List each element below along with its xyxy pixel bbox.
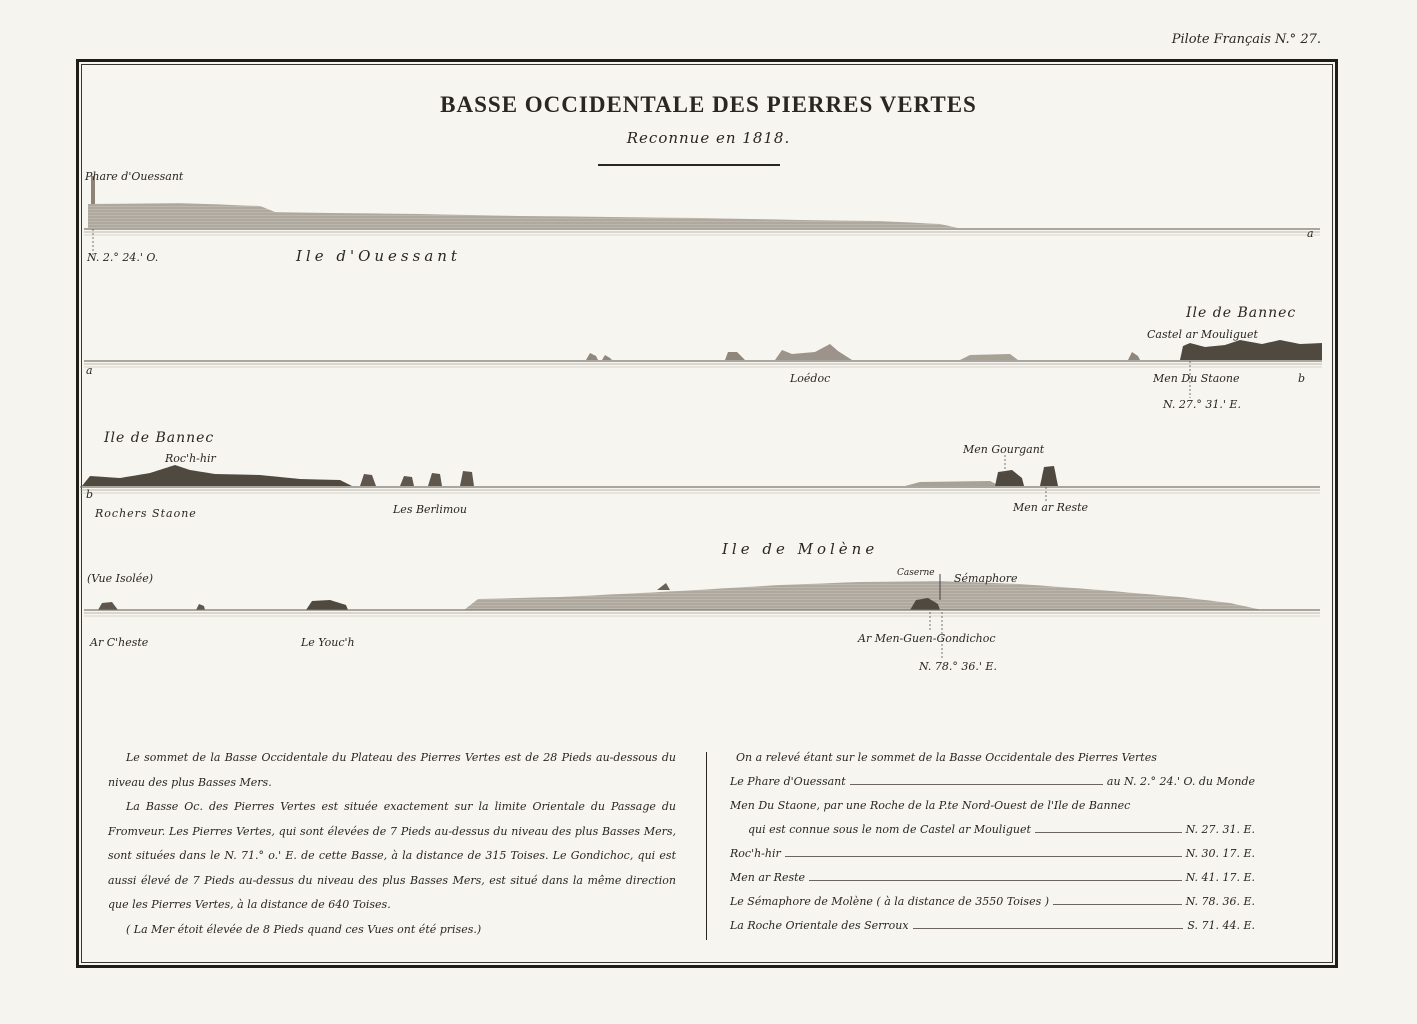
bearing-value: N. 30. 17. E.	[1185, 847, 1255, 860]
label-phare-ouessant: Phare d'Ouessant	[85, 170, 184, 183]
bearing-value: S. 71. 44. E.	[1187, 919, 1255, 932]
note-depth: Le sommet de la Basse Occidentale du Plateau des Pierres Vertes est de 28 Pieds au-dessous du niveau des plus Basses Mers.	[108, 751, 676, 789]
bearing-row	[730, 818, 1255, 842]
label-bearing-men-du-staone: N. 27.° 31.' E.	[1163, 398, 1241, 411]
bearing-label: qui est connue sous le nom de Castel ar Mouliguet	[748, 823, 1031, 836]
label-letter-a-start: a	[86, 364, 93, 377]
bearing-label: Le Sémaphore de Molène ( à la distance de 3550 Toises )	[730, 895, 1050, 908]
label-semaphore: Sémaphore	[954, 572, 1018, 585]
leader-line	[785, 856, 1182, 857]
bearing-label: La Roche Orientale des Serroux	[730, 919, 909, 932]
label-rochers-staone: Rochers Staone	[95, 507, 197, 520]
label-bearing-ouessant: N. 2.° 24.' O.	[87, 251, 159, 264]
bearings-heading: On a relevé étant sur le sommet de la Basse Occidentale des Pierres Vertes	[736, 751, 1157, 764]
label-roch-hir: Roc'h-hir	[165, 452, 216, 465]
notes-left	[108, 746, 676, 942]
corner-label: Pilote Français N.° 27.	[1171, 32, 1321, 47]
bearing-label: Roc'h-hir	[730, 847, 781, 860]
leader-line	[913, 928, 1184, 929]
label-vue-isolee: (Vue Isolée)	[87, 572, 154, 585]
profile-ouessant	[84, 176, 1320, 256]
label-men-gourgant: Men Gourgant	[963, 443, 1045, 456]
label-le-youch: Le Youc'h	[301, 636, 355, 649]
plate-subtitle: Reconnue en 1818.	[626, 129, 791, 147]
bearing-value: N. 41. 17. E.	[1185, 871, 1255, 884]
label-ile-ouessant: Ile d'Ouessant	[296, 247, 461, 265]
bearing-row	[730, 866, 1255, 890]
bearing-row	[730, 842, 1255, 866]
leader-line	[850, 784, 1103, 785]
label-ile-bannec-west: Ile de Bannec	[104, 430, 215, 446]
leader-line	[1053, 904, 1182, 905]
notes-divider	[706, 752, 707, 940]
note-tide: ( La Mer étoit élevée de 8 Pieds quand ces Vues ont été prises.)	[126, 922, 482, 936]
profile-bannec-west	[80, 455, 1320, 502]
label-castel-ar-mouliguet: Castel ar Mouliguet	[1147, 328, 1258, 341]
label-loedoc: Loédoc	[790, 372, 831, 385]
bearing-label: Le Phare d'Ouessant	[730, 775, 846, 788]
bearing-label: Men ar Reste	[730, 871, 806, 884]
label-bearing-semaphore: N. 78.° 36.' E.	[919, 660, 997, 673]
label-les-berlimou: Les Berlimou	[393, 503, 467, 516]
profile-bannec-east	[84, 340, 1322, 398]
bearing-value: N. 27. 31. E.	[1185, 823, 1255, 836]
bearing-row	[730, 794, 1255, 818]
label-letter-b-start: b	[86, 488, 94, 501]
label-ile-molene: Ile de Molène	[722, 540, 879, 558]
bearing-label: Men Du Staone, par une Roche de la P.te Nord-Ouest de l'Ile de Bannec	[730, 799, 1131, 812]
leader-line	[1035, 832, 1182, 833]
bearing-row	[730, 770, 1255, 794]
label-men-du-staone: Men Du Staone	[1153, 372, 1240, 385]
note-position: La Basse Oc. des Pierres Vertes est située exactement sur la limite Orientale du Passage du Fromveur. Les Pierres Vertes, qui sont élevées de 7 Pieds au-dessus du niveau des plus Basses Mers, sont situées dans le N. 71.° o.' E. de cette Basse, à la distance de 315 Toises. Le Gondichoc, qui est aussi élevé de 7 Pieds au-dessus du niveau des plus Basses Mers, est situé dans la même direction que les Pierres Vertes, à la distance de 640 Toises.	[108, 800, 676, 911]
bearing-row	[730, 890, 1255, 914]
plate-title: BASSE OCCIDENTALE DES PIERRES VERTES	[440, 92, 977, 117]
label-caserne: Caserne	[897, 568, 935, 578]
profile-molene	[84, 574, 1320, 660]
label-men-ar-reste: Men ar Reste	[1013, 501, 1089, 514]
bearing-row	[730, 914, 1255, 938]
leader-line	[809, 880, 1182, 881]
label-ar-men-guen-gondichoc: Ar Men-Guen-Gondichoc	[858, 632, 996, 645]
bearing-value: au N. 2.° 24.' O. du Monde	[1106, 775, 1255, 788]
notes-right	[730, 746, 1255, 938]
label-letter-a-end: a	[1307, 227, 1314, 240]
bearing-value: N. 78. 36. E.	[1185, 895, 1255, 908]
label-ar-cheste: Ar C'heste	[90, 636, 149, 649]
label-letter-b-end: b	[1298, 372, 1306, 385]
label-ile-bannec-east: Ile de Bannec	[1186, 305, 1297, 321]
